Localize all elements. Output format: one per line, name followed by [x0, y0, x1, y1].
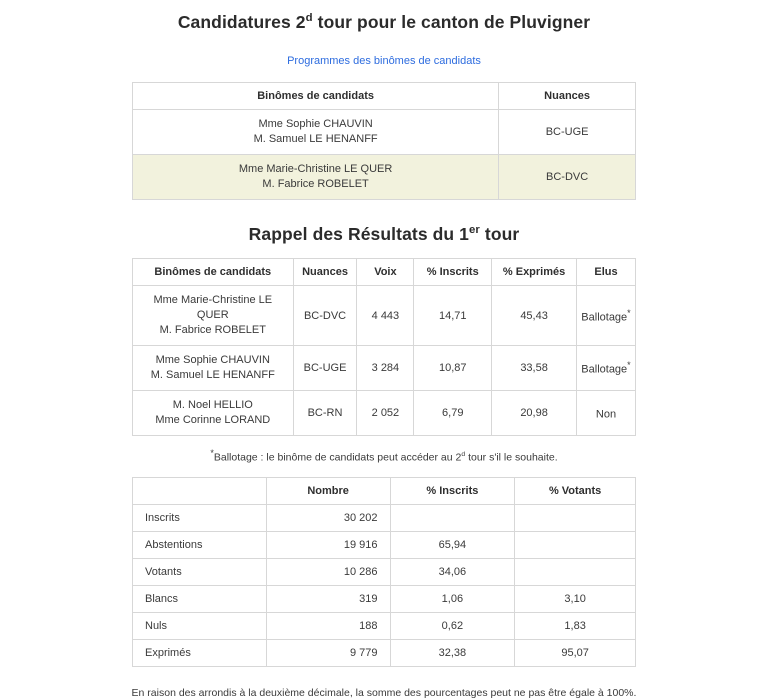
table-row	[133, 391, 636, 436]
result-pct-exprimes: 45,43	[492, 286, 577, 346]
ballotage-note-prefix: Ballotage : le binôme de candidats peut accéder au 2	[213, 451, 462, 464]
page-title-prefix: Candidatures 2	[177, 12, 306, 32]
turnout-label: Exprimés	[133, 639, 267, 666]
turnout-label: Abstentions	[133, 531, 267, 558]
turnout-pct-votants: 95,07	[515, 639, 636, 666]
result-elus-label: Ballotage	[581, 311, 628, 324]
table-row	[133, 286, 636, 346]
candidate-names	[133, 286, 294, 346]
turnout-pct-votants: 3,10	[515, 585, 636, 612]
turnout-nombre: 30 202	[266, 504, 390, 531]
col-header-pct-inscrits: % Inscrits	[390, 477, 515, 504]
turnout-nombre: 188	[266, 612, 390, 639]
table-row	[133, 504, 636, 531]
ballotage-note-star: *	[210, 448, 214, 458]
ballotage-note-suffix: tour s'il le souhaite.	[465, 451, 558, 464]
result-nuance: BC-UGE	[293, 346, 357, 391]
candidate-name-line1: Mme Marie-Christine LE QUER	[153, 294, 273, 321]
turnout-pct-inscrits: 34,06	[390, 558, 515, 585]
turnout-nombre: 10 286	[266, 558, 390, 585]
col-header-pct-exprimes: % Exprimés	[492, 259, 577, 286]
candidate-name-line1: Mme Marie-Christine LE QUER	[238, 163, 393, 175]
turnout-pct-inscrits: 32,38	[390, 639, 515, 666]
candidate-name-line2: M. Fabrice ROBELET	[159, 324, 266, 336]
result-elus-star: *	[627, 360, 631, 371]
col-header-elus: Elus	[577, 259, 636, 286]
turnout-label: Votants	[133, 558, 267, 585]
candidate-name-line2: Mme Corinne LORAND	[155, 414, 271, 426]
turnout-nombre: 319	[266, 585, 390, 612]
turnout-pct-inscrits: 1,06	[390, 585, 515, 612]
result-pct-inscrits: 10,87	[414, 346, 492, 391]
table-header-row	[133, 83, 636, 110]
result-pct-exprimes: 33,58	[492, 346, 577, 391]
candidate-names	[133, 110, 499, 155]
turnout-pct-inscrits	[390, 504, 515, 531]
turnout-nombre: 9 779	[266, 639, 390, 666]
turnout-label: Nuls	[133, 612, 267, 639]
table-row	[133, 558, 636, 585]
candidate-nuance: BC-DVC	[499, 155, 636, 200]
results-title-suffix: tour	[479, 224, 520, 244]
turnout-pct-votants: 1,83	[515, 612, 636, 639]
result-pct-exprimes: 20,98	[492, 391, 577, 436]
col-header-binomes: Binômes de candidats	[133, 83, 499, 110]
results-title-ordinal: er	[469, 224, 480, 237]
results-title-prefix: Rappel des Résultats du 1	[248, 224, 469, 244]
candidate-names	[133, 391, 294, 436]
result-pct-inscrits: 6,79	[414, 391, 492, 436]
col-header-blank	[133, 477, 267, 504]
candidates-table-wrap	[0, 82, 768, 200]
candidate-names	[133, 155, 499, 200]
table-row	[133, 531, 636, 558]
col-header-nuances: Nuances	[293, 259, 357, 286]
candidate-name-line1: M. Noel HELLIO	[172, 399, 253, 411]
page-title	[0, 12, 768, 33]
table-row	[133, 110, 636, 155]
programs-link[interactable]: Programmes des binômes de candidats	[287, 55, 481, 67]
result-nuance: BC-DVC	[293, 286, 357, 346]
result-pct-inscrits: 14,71	[414, 286, 492, 346]
col-header-pct-inscrits: % Inscrits	[414, 259, 492, 286]
table-row	[133, 346, 636, 391]
col-header-nombre: Nombre	[266, 477, 390, 504]
turnout-pct-inscrits: 65,94	[390, 531, 515, 558]
ballotage-note	[0, 448, 768, 464]
col-header-pct-votants: % Votants	[515, 477, 636, 504]
table-header-row	[133, 259, 636, 286]
result-elus	[577, 346, 636, 391]
result-voix: 3 284	[357, 346, 414, 391]
programs-link-row	[0, 51, 768, 69]
turnout-table-wrap	[0, 477, 768, 667]
turnout-label: Blancs	[133, 585, 267, 612]
result-elus-label: Non	[595, 408, 617, 421]
results-page	[0, 12, 768, 699]
page-title-suffix: tour pour le canton de Pluvigner	[312, 12, 591, 32]
results-section-title	[0, 224, 768, 245]
table-row	[133, 639, 636, 666]
results-table-wrap	[0, 258, 768, 436]
first-round-results-table	[132, 258, 636, 436]
candidate-names	[133, 346, 294, 391]
page-title-ordinal: d	[305, 12, 313, 25]
table-row	[133, 155, 636, 200]
candidates-table	[132, 82, 636, 200]
rounding-footnote: En raison des arrondis à la deuxième décimale, la somme des pourcentages peut ne pas être égale à 100%.	[131, 686, 637, 699]
turnout-table	[132, 477, 636, 667]
table-row	[133, 585, 636, 612]
candidate-name-line2: M. Fabrice ROBELET	[262, 178, 369, 190]
result-elus-label: Ballotage	[581, 363, 628, 376]
result-elus	[577, 391, 636, 436]
result-voix: 4 443	[357, 286, 414, 346]
candidate-name-line2: M. Samuel LE HENANFF	[150, 369, 275, 381]
result-elus	[577, 286, 636, 346]
turnout-nombre: 19 916	[266, 531, 390, 558]
table-header-row	[133, 477, 636, 504]
candidate-name-line1: Mme Sophie CHAUVIN	[258, 118, 373, 130]
table-row	[133, 612, 636, 639]
turnout-pct-votants	[515, 531, 636, 558]
col-header-voix: Voix	[357, 259, 414, 286]
result-elus-star: *	[627, 307, 631, 318]
candidate-name-line1: Mme Sophie CHAUVIN	[155, 354, 270, 366]
ballotage-note-ordinal: d	[461, 451, 466, 458]
turnout-label: Inscrits	[133, 504, 267, 531]
candidate-nuance: BC-UGE	[499, 110, 636, 155]
result-nuance: BC-RN	[293, 391, 357, 436]
col-header-binomes: Binômes de candidats	[133, 259, 294, 286]
turnout-pct-votants	[515, 504, 636, 531]
turnout-pct-votants	[515, 558, 636, 585]
col-header-nuances: Nuances	[499, 83, 636, 110]
result-voix: 2 052	[357, 391, 414, 436]
turnout-pct-inscrits: 0,62	[390, 612, 515, 639]
candidate-name-line2: M. Samuel LE HENANFF	[253, 133, 378, 145]
